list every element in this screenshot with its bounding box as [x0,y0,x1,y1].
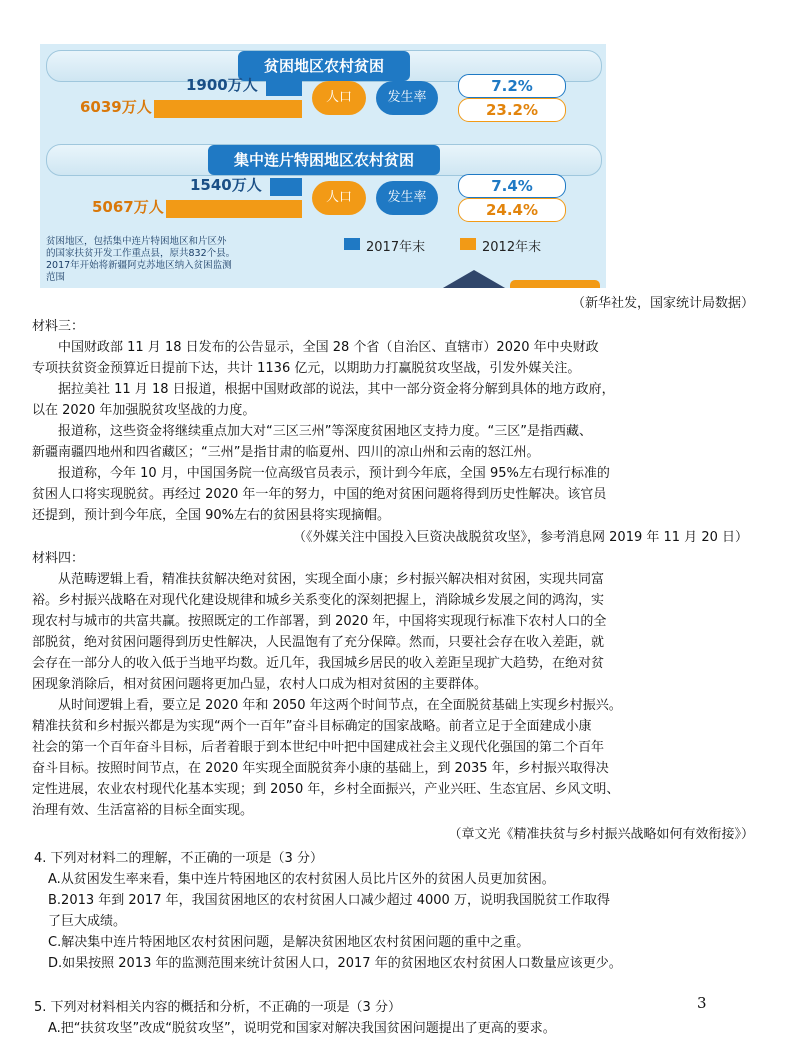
material4-line: 现农村与城市的共富共赢。按照既定的工作部署，到 2020 年，中国将实现现行标准下农村人口的全 [32,614,607,629]
panel1-2017-value: 1900万人 [186,76,258,94]
q4-stem: 4. 下列对材料二的理解，不正确的一项是（3 分） [34,851,323,866]
infographic-note: 贫困地区，包括集中连片特困地区和片区外 的国家扶贫开发工作重点县，原共832个县。 2017年开始将新疆阿克苏地区纳入贫困监测 范围 [46,236,236,283]
material4-line: 从范畴逻辑上看，精准扶贫解决绝对贫困，实现全面小康；乡村振兴解决相对贫困，实现共同富 [58,572,605,587]
panel1-2012-value: 6039万人 [80,98,152,116]
infographic-source: （新华社发，国家统计局数据） [571,296,754,311]
material4-line: 治理有效、生活富裕的目标全面实现。 [32,803,254,818]
q4-option-c: C.解决集中连片特困地区农村贫困问题，是解决贫困地区农村贫困问题的重中之重。 [48,935,530,950]
material4-line: 社会的第一个百年奋斗目标，后者着眼于到本世纪中叶把中国建成社会主义现代化强国的第二个百年 [32,740,605,755]
panel1-rate-2012: 23.2% [458,98,566,122]
q5-option-a: A.把“扶贫攻坚”改成“脱贫攻坚”，说明党和国家对解决我国贫困问题提出了更高的要求。 [48,1021,556,1036]
panel1-2017-bar [266,78,302,96]
material3-line: 还提到，预计到今年底，全国 90%左右的贫困县将实现摘帽。 [32,508,391,523]
q4-option-b: B.2013 年到 2017 年，我国贫困地区的农村贫困人口减少超过 4000 万，说明我国脱贫工作取得 [48,893,610,908]
material3-line: 专项扶贫资金预算近日提前下达，共计 1136 亿元，以期助力打赢脱贫攻坚战，引发外媒关注。 [32,361,581,376]
material4-heading: 材料四： [32,551,85,566]
panel2-rate-2017: 7.4% [458,174,566,198]
panel2-2012-bar [166,200,302,218]
panel1-rate-2017: 7.2% [458,74,566,98]
material3-source: （《外媒关注中国投入巨资决战脱贫攻坚》，参考消息网 2019 年 11 月 20 日） [293,530,748,545]
material3-line: 新疆南疆四地州和四省藏区；“三州”是指甘肃的临夏州、四川的凉山州和云南的怒江州。 [32,445,540,460]
material4-line: 部脱贫，绝对贫困问题得到历史性解决，人民温饱有了充分保障。然而，只要社会存在收入差距，就 [32,635,605,650]
panel2-population-label: 人口 [312,181,366,215]
house-icon [436,270,512,288]
panel1-2012-bar [154,100,302,118]
decorative-bar [510,280,600,288]
legend-2017-swatch [344,238,360,250]
q4-option-d: D.如果按照 2013 年的监测范围来统计贫困人口，2017 年的贫困地区农村贫困人口数量应该更少。 [48,956,622,971]
material3-line: 据拉美社 11 月 18 日报道，根据中国财政部的说法，其中一部分资金将分解到具体的地方政府， [58,382,615,397]
material3-line: 以在 2020 年加强脱贫攻坚战的力度。 [32,403,256,418]
material3-line: 中国财政部 11 月 18 日发布的公告显示，全国 28 个省（自治区、直辖市）2020 年中央财政 [58,340,599,355]
panel2-title: 集中连片特困地区农村贫困 [208,145,440,175]
panel1-population-label: 人口 [312,81,366,115]
material4-line: 奋斗目标。按照时间节点，在 2020 年实现全面脱贫奔小康的基础上，到 2035 年，乡村振兴取得决 [32,761,609,776]
panel2-2012-value: 5067万人 [92,198,164,216]
panel1-title: 贫困地区农村贫困 [238,51,410,81]
material3-heading: 材料三： [32,319,85,334]
legend-2012-label: 2012年末 [482,240,542,255]
legend-2017-label: 2017年末 [366,240,426,255]
material4-line: 裕。乡村振兴战略在对现代化建设规律和城乡关系变化的深刻把握上，消除城乡发展之间的鸿沟，实 [32,593,605,608]
panel2-2017-value: 1540万人 [190,176,262,194]
q5-stem: 5. 下列对材料相关内容的概括和分析，不正确的一项是（3 分） [34,1000,401,1015]
page-number: 3 [697,994,707,1012]
material4-line: 困现象消除后，相对贫困问题将更加凸显，农村人口成为相对贫困的主要群体。 [32,677,488,692]
panel1-rate-label: 发生率 [376,81,438,115]
material3-line: 报道称，今年 10 月，中国国务院一位高级官员表示，预计到今年底，全国 95%左右现行标准的 [58,466,610,481]
material3-line: 贫困人口将实现脱贫。再经过 2020 年一年的努力，中国的绝对贫困问题将得到历史性解决。该官员 [32,487,607,502]
material4-line: 精准扶贫和乡村振兴都是为实现“两个一百年”奋斗目标确定的国家战略。前者立足于全面建成小康 [32,719,592,734]
panel2-2017-bar [270,178,302,196]
panel2-rate-2012: 24.4% [458,198,566,222]
material4-line: 定性进展，农业农村现代化基本实现；到 2050 年，乡村全面振兴，产业兴旺、生态宜居、乡风文明、 [32,782,620,797]
material3-line: 报道称，这些资金将继续重点加大对“三区三州”等深度贫困地区支持力度。“三区”是指西藏、 [58,424,592,439]
panel2-rate-label: 发生率 [376,181,438,215]
panel2-banner [46,144,602,176]
material4-line: 会存在一部分人的收入低于当地平均数。近几年，我国城乡居民的收入差距呈现扩大趋势，在绝对贫 [32,656,605,671]
material4-line: 从时间逻辑上看，要立足 2020 年和 2050 年这两个时间节点，在全面脱贫基础上实现乡村振兴。 [58,698,622,713]
legend-2012-swatch [460,238,476,250]
q4-option-a: A.从贫困发生率来看，集中连片特困地区的农村贫困人员比片区外的贫困人员更加贫困。 [48,872,555,887]
poverty-infographic [40,44,606,288]
material4-source: （章文光《精准扶贫与乡村振兴战略如何有效衔接》） [448,827,754,842]
q4-option-b-cont: 了巨大成绩。 [48,914,127,929]
